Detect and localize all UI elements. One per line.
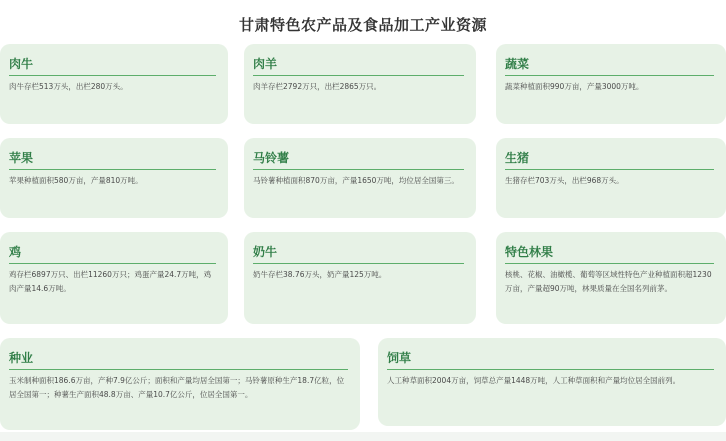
card-title: 肉羊: [253, 55, 464, 76]
card-seed-industry: [0, 338, 360, 430]
card-title: 饲草: [387, 349, 714, 370]
card-title: 蔬菜: [505, 55, 714, 76]
card-title: 鸡: [9, 243, 216, 264]
card-title: 奶牛: [253, 243, 464, 264]
bottom-strip: [0, 432, 726, 441]
card-text: 人工种草面积2004万亩，饲草总产量1448万吨，人工种草面积和产量均位居全国前列。: [387, 376, 681, 385]
card-forage: [378, 338, 726, 426]
card-title: 特色林果: [505, 243, 714, 264]
card-meat-sheep: [244, 44, 476, 124]
card-text: 玉米制种面积186.6万亩，产种7.9亿公斤；面积和产量均居全国第一；马铃薯原种生产18.7亿粒，位居全国第一；种薯生产面积48.8万亩、产量10.7亿公斤，位居全国第一。: [9, 376, 345, 399]
card-text: 马铃薯种植面积870万亩，产量1650万吨，均位居全国第三。: [253, 176, 459, 185]
card-title: 肉牛: [9, 55, 216, 76]
card-title: 种业: [9, 349, 348, 370]
card-title: 马铃薯: [253, 149, 464, 170]
card-title: 生猪: [505, 149, 714, 170]
page-title: 甘肃特色农产品及食品加工产业资源: [238, 16, 487, 34]
card-text: 生猪存栏703万头，出栏968万头。: [505, 176, 624, 185]
card-chicken: [0, 232, 228, 324]
card-text: 肉羊存栏2792万只，出栏2865万只。: [253, 82, 382, 91]
card-forest-fruit: [496, 232, 726, 324]
card-title: 苹果: [9, 149, 216, 170]
card-text: 鸡存栏6897万只、出栏11260万只；鸡蛋产量24.7万吨，鸡肉产量14.6万吨。: [9, 270, 212, 293]
card-vegetables: [496, 44, 726, 124]
card-pig: [496, 138, 726, 218]
card-text: 蔬菜种植面积990万亩，产量3000万吨。: [505, 82, 644, 91]
card-apple: [0, 138, 228, 218]
card-potato: [244, 138, 476, 218]
card-dairy-cattle: [244, 232, 476, 324]
card-text: 奶牛存栏38.76万头，奶产量125万吨。: [253, 270, 387, 279]
card-text: 苹果种植面积580万亩，产量810万吨。: [9, 176, 143, 185]
card-beef-cattle: [0, 44, 228, 124]
card-text: 肉牛存栏513万头，出栏280万头。: [9, 82, 128, 91]
card-text: 核桃、花椒、油橄榄、葡萄等区域性特色产业种植面积超1230万亩，产量超90万吨，林果质量在全国名列前茅。: [505, 270, 712, 293]
